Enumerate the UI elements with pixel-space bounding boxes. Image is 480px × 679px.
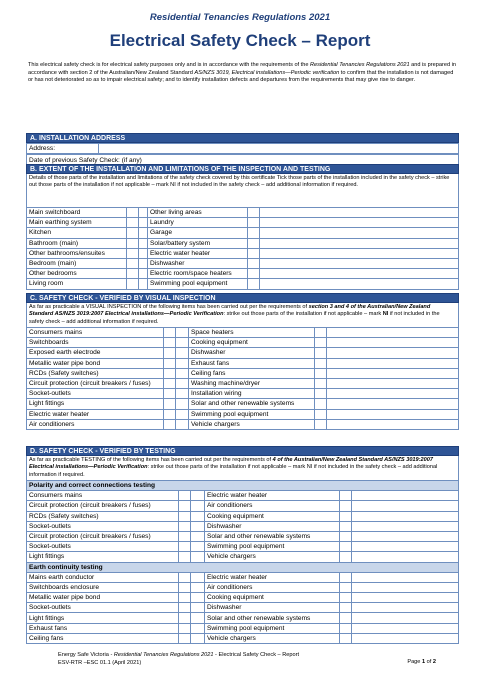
- item-label: Circuit protection (circuit breakers / fuses): [27, 501, 179, 511]
- item-label: Light fittings: [27, 399, 164, 409]
- remarks-cell[interactable]: [191, 633, 205, 643]
- page-number: Page 1 of 2: [407, 659, 436, 665]
- checkbox-cell[interactable]: [179, 511, 191, 521]
- checkbox-cell[interactable]: [315, 389, 327, 399]
- remarks-cell[interactable]: [260, 279, 459, 289]
- checkbox-cell[interactable]: [315, 378, 327, 388]
- remarks-cell[interactable]: [176, 419, 189, 429]
- checkbox-cell[interactable]: [340, 623, 352, 633]
- item-label: Swimming pool equipment: [148, 279, 248, 289]
- item-label: Socket-outlets: [27, 389, 164, 399]
- checkbox-cell[interactable]: [248, 279, 260, 289]
- remarks-cell[interactable]: [176, 348, 189, 358]
- check-row: [27, 269, 459, 279]
- address-label: Address:: [27, 144, 99, 154]
- item-label: Consumers mains: [27, 491, 179, 501]
- item-label: Other bathrooms/ensuites: [27, 248, 127, 258]
- section-d-table: [26, 480, 459, 644]
- checkbox-cell[interactable]: [340, 521, 352, 531]
- checkbox-cell[interactable]: [164, 419, 176, 429]
- checkbox-cell[interactable]: [179, 501, 191, 511]
- check-row: [27, 409, 459, 419]
- subsection-row: [27, 562, 459, 572]
- checkbox-cell[interactable]: [179, 613, 191, 623]
- item-label: Bathroom (main): [27, 238, 127, 248]
- item-label: Kitchen: [27, 228, 127, 238]
- remarks-cell[interactable]: [352, 521, 459, 531]
- check-row: [27, 378, 459, 388]
- remarks-cell[interactable]: [260, 208, 459, 218]
- check-row: [27, 348, 459, 358]
- item-label: Dishwasher: [148, 258, 248, 268]
- previous-check-field[interactable]: Date of previous Safety Check: (if any): [27, 155, 459, 167]
- subsection-heading: Earth continuity testing: [27, 562, 459, 572]
- checkbox-cell[interactable]: [179, 572, 191, 582]
- checkbox-cell[interactable]: [315, 358, 327, 368]
- item-label: RCDs (Safety switches): [27, 511, 179, 521]
- remarks-cell[interactable]: [176, 389, 189, 399]
- checkbox-cell[interactable]: [127, 218, 139, 228]
- item-label: Exhaust fans: [27, 623, 179, 633]
- subsection-heading: Polarity and correct connections testing: [27, 481, 459, 491]
- item-label: Laundry: [148, 218, 248, 228]
- checkbox-cell[interactable]: [164, 338, 176, 348]
- item-label: Swimming pool equipment: [205, 542, 340, 552]
- section-a-heading: A. INSTALLATION ADDRESS: [26, 133, 459, 143]
- check-row: [27, 258, 459, 268]
- check-row: [27, 238, 459, 248]
- section-b: [26, 164, 459, 290]
- remarks-cell[interactable]: [191, 603, 205, 613]
- item-label: Electric room/space heaters: [148, 269, 248, 279]
- intro-paragraph: This electrical safety check is for electrical safety purposes only and is in accordance with the requirements of the Residential Tenancies Regulations 2021 and is prepared in accordance with section 2 of the Australian/New Zealand Standard AS/NZS 3019, Electrical installations—Periodic verification to confirm that the installation is not damaged or has not deteriorated so as to impair electrical safety; and to identify installation defects and departures from the requirements that may give rise to danger.: [28, 62, 456, 84]
- remarks-cell[interactable]: [352, 511, 459, 521]
- remarks-cell[interactable]: [176, 378, 189, 388]
- page-title: Electrical Safety Check – Report: [109, 31, 371, 50]
- item-label: Dishwasher: [205, 521, 340, 531]
- item-label: Metallic water pipe bond: [27, 593, 179, 603]
- item-label: Air conditioners: [205, 501, 340, 511]
- check-row: [27, 399, 459, 409]
- checkbox-cell[interactable]: [248, 248, 260, 258]
- item-label: Other bedrooms: [27, 269, 127, 279]
- remarks-cell[interactable]: [139, 228, 148, 238]
- checkbox-cell[interactable]: [340, 572, 352, 582]
- check-row: [27, 501, 459, 511]
- checkbox-cell[interactable]: [340, 603, 352, 613]
- item-label: Light fittings: [27, 613, 179, 623]
- section-b-heading: B. EXTENT OF THE INSTALLATION AND LIMITATIONS OF THE INSPECTION AND TESTING: [26, 164, 459, 174]
- item-label: Electric water heater: [148, 248, 248, 258]
- item-label: Circuit protection (circuit breakers / fuses): [27, 531, 179, 541]
- check-row: [27, 491, 459, 501]
- checkbox-cell[interactable]: [179, 531, 191, 541]
- remarks-cell[interactable]: [352, 603, 459, 613]
- remarks-cell[interactable]: [352, 623, 459, 633]
- remarks-cell[interactable]: [327, 419, 459, 429]
- remarks-cell[interactable]: [191, 491, 205, 501]
- remarks-cell[interactable]: [352, 593, 459, 603]
- section-c: [26, 293, 459, 430]
- remarks-cell[interactable]: [176, 399, 189, 409]
- checkbox-cell[interactable]: [340, 501, 352, 511]
- section-c-description: As far as practicable a VISUAL INSPECTION of the following items has been carried out per the requirements of section 3 and 4 of the Australian/New Zealand Standard AS/NZS 3019:2007 Electrical installations—Periodic Verification: strike out those parts of the installation if not applicable – mark NI if not included in the safety check – add additional information if required.: [26, 303, 459, 327]
- remarks-cell[interactable]: [260, 218, 459, 228]
- remarks-cell[interactable]: [139, 279, 148, 289]
- check-row: [27, 531, 459, 541]
- item-label: Garage: [148, 228, 248, 238]
- item-label: Dishwasher: [205, 603, 340, 613]
- remarks-cell[interactable]: [352, 582, 459, 592]
- remarks-cell[interactable]: [176, 409, 189, 419]
- checkbox-cell[interactable]: [340, 511, 352, 521]
- item-label: Washing machine/dryer: [189, 378, 315, 388]
- checkbox-cell[interactable]: [340, 531, 352, 541]
- section-b-table: [26, 207, 459, 290]
- subsection-row: [27, 481, 459, 491]
- checkbox-cell[interactable]: [340, 542, 352, 552]
- remarks-cell[interactable]: [191, 582, 205, 592]
- checkbox-cell[interactable]: [179, 542, 191, 552]
- item-label: Light fittings: [27, 552, 179, 562]
- checkbox-cell[interactable]: [248, 228, 260, 238]
- checkbox-cell[interactable]: [164, 358, 176, 368]
- checkbox-cell[interactable]: [340, 552, 352, 562]
- footer-form-code: ESV-RTR –ESC 01.1 (April 2021): [58, 659, 142, 666]
- check-row: [27, 228, 459, 238]
- checkbox-cell[interactable]: [127, 228, 139, 238]
- remarks-cell[interactable]: [139, 258, 148, 268]
- remarks-cell[interactable]: [139, 208, 148, 218]
- item-label: Exposed earth electrode: [27, 348, 164, 358]
- remarks-cell[interactable]: [176, 368, 189, 378]
- item-label: Solar and other renewable systems: [205, 613, 340, 623]
- checkbox-cell[interactable]: [127, 238, 139, 248]
- item-label: Installation wiring: [189, 389, 315, 399]
- checkbox-cell[interactable]: [164, 378, 176, 388]
- item-label: Switchboards: [27, 338, 164, 348]
- item-label: Air conditioners: [205, 582, 340, 592]
- item-label: Space heaters: [189, 328, 315, 338]
- item-label: Socket-outlets: [27, 542, 179, 552]
- checkbox-cell[interactable]: [179, 552, 191, 562]
- item-label: Other living areas: [148, 208, 248, 218]
- item-label: Metallic water pipe bond: [27, 358, 164, 368]
- remarks-cell[interactable]: [327, 378, 459, 388]
- remarks-cell[interactable]: [352, 552, 459, 562]
- item-label: Cooking equipment: [205, 593, 340, 603]
- check-row: [27, 358, 459, 368]
- checkbox-cell[interactable]: [127, 258, 139, 268]
- remarks-cell[interactable]: [352, 613, 459, 623]
- check-row: [27, 328, 459, 338]
- item-label: Consumers mains: [27, 328, 164, 338]
- checkbox-cell[interactable]: [340, 633, 352, 643]
- remarks-cell[interactable]: [191, 511, 205, 521]
- remarks-cell[interactable]: [191, 501, 205, 511]
- remarks-cell[interactable]: [191, 552, 205, 562]
- remarks-cell[interactable]: [191, 623, 205, 633]
- check-row: [27, 542, 459, 552]
- remarks-cell[interactable]: [352, 542, 459, 552]
- remarks-cell[interactable]: [176, 358, 189, 368]
- section-d-heading: D. SAFETY CHECK - VERIFIED BY TESTING: [26, 446, 459, 456]
- checkbox-cell[interactable]: [315, 368, 327, 378]
- check-row: [27, 613, 459, 623]
- item-label: Living room: [27, 279, 127, 289]
- check-row: [27, 593, 459, 603]
- checkbox-cell[interactable]: [164, 328, 176, 338]
- remarks-cell[interactable]: [352, 501, 459, 511]
- checkbox-cell[interactable]: [315, 409, 327, 419]
- checkbox-cell[interactable]: [340, 582, 352, 592]
- check-row: [27, 633, 459, 643]
- remarks-cell[interactable]: [176, 338, 189, 348]
- checkbox-cell[interactable]: [127, 279, 139, 289]
- remarks-cell[interactable]: [139, 218, 148, 228]
- checkbox-cell[interactable]: [164, 368, 176, 378]
- item-label: Vehicle chargers: [205, 633, 340, 643]
- section-d: [26, 446, 459, 644]
- regulation-header: Residential Tenancies Regulations 2021: [149, 12, 331, 23]
- item-label: Socket-outlets: [27, 521, 179, 531]
- remarks-cell[interactable]: [139, 248, 148, 258]
- remarks-cell[interactable]: [139, 238, 148, 248]
- check-row: [27, 338, 459, 348]
- checkbox-cell[interactable]: [164, 348, 176, 358]
- checkbox-cell[interactable]: [315, 399, 327, 409]
- item-label: Mains earth conductor: [27, 572, 179, 582]
- item-label: Switchboards enclosure: [27, 582, 179, 592]
- checkbox-cell[interactable]: [179, 603, 191, 613]
- checkbox-cell[interactable]: [248, 269, 260, 279]
- checkbox-cell[interactable]: [340, 613, 352, 623]
- remarks-cell[interactable]: [191, 542, 205, 552]
- check-row: [27, 511, 459, 521]
- section-d-description: As far as practicable TESTING of the following items has been carried out per the requirements of 4 of the Australian/New Zealand Standard AS/NZS 3019:2007 Electrical installations—Periodic Verification: strike out those parts of the installation if not applicable – mark NI if not included in the safety check – add additional information if required.: [26, 456, 459, 480]
- remarks-cell[interactable]: [327, 368, 459, 378]
- checkbox-cell[interactable]: [127, 269, 139, 279]
- item-label: Cooking equipment: [205, 511, 340, 521]
- item-label: Circuit protection (circuit breakers / fuses): [27, 378, 164, 388]
- remarks-cell[interactable]: [260, 258, 459, 268]
- check-row: [27, 368, 459, 378]
- checkbox-cell[interactable]: [179, 521, 191, 531]
- check-row: [27, 603, 459, 613]
- checkbox-cell[interactable]: [315, 338, 327, 348]
- remarks-cell[interactable]: [327, 328, 459, 338]
- check-row: [27, 419, 459, 429]
- checkbox-cell[interactable]: [127, 208, 139, 218]
- checkbox-cell[interactable]: [179, 593, 191, 603]
- item-label: Vehicle chargers: [189, 419, 315, 429]
- remarks-cell[interactable]: [191, 593, 205, 603]
- item-label: Cooking equipment: [189, 338, 315, 348]
- item-label: Ceiling fans: [189, 368, 315, 378]
- section-b-description: Details of those parts of the installation and limitations of the safety check covered by this certificate Tick those parts of the installation included in the safety check – strike out those parts of the installation if not applicable – mark NI if not included in the safety check – add additional information if required.: [26, 174, 459, 207]
- check-row: [27, 572, 459, 582]
- remarks-cell[interactable]: [260, 238, 459, 248]
- checkbox-cell[interactable]: [179, 623, 191, 633]
- item-label: Swimming pool equipment: [205, 623, 340, 633]
- remarks-cell[interactable]: [191, 521, 205, 531]
- remarks-cell[interactable]: [352, 531, 459, 541]
- check-row: [27, 279, 459, 289]
- check-row: [27, 623, 459, 633]
- check-row: [27, 218, 459, 228]
- item-label: RCDs (Safety switches): [27, 368, 164, 378]
- footer: [58, 652, 299, 667]
- section-c-table: [26, 327, 459, 430]
- item-label: Dishwasher: [189, 348, 315, 358]
- remarks-cell[interactable]: [327, 338, 459, 348]
- check-row: [27, 389, 459, 399]
- checkbox-cell[interactable]: [179, 633, 191, 643]
- remarks-cell[interactable]: [191, 613, 205, 623]
- checkbox-cell[interactable]: [315, 419, 327, 429]
- item-label: Solar/battery system: [148, 238, 248, 248]
- address-field[interactable]: [99, 144, 459, 154]
- checkbox-cell[interactable]: [179, 491, 191, 501]
- item-label: Vehicle chargers: [205, 552, 340, 562]
- checkbox-cell[interactable]: [340, 491, 352, 501]
- checkbox-cell[interactable]: [164, 399, 176, 409]
- section-c-heading: C. SAFETY CHECK - VERIFIED BY VISUAL INSPECTION: [26, 293, 459, 303]
- checkbox-cell[interactable]: [315, 348, 327, 358]
- checkbox-cell[interactable]: [248, 238, 260, 248]
- item-label: Exhaust fans: [189, 358, 315, 368]
- remarks-cell[interactable]: [260, 228, 459, 238]
- remarks-cell[interactable]: [191, 572, 205, 582]
- checkbox-cell[interactable]: [248, 208, 260, 218]
- item-label: Bedroom (main): [27, 258, 127, 268]
- remarks-cell[interactable]: [327, 389, 459, 399]
- address-table: [26, 143, 459, 154]
- remarks-cell[interactable]: [327, 348, 459, 358]
- remarks-cell[interactable]: [176, 328, 189, 338]
- item-label: Electric water heater: [27, 409, 164, 419]
- item-label: Solar and other renewable systems: [189, 399, 315, 409]
- item-label: Main switchboard: [27, 208, 127, 218]
- remarks-cell[interactable]: [191, 531, 205, 541]
- checkbox-cell[interactable]: [127, 248, 139, 258]
- remarks-cell[interactable]: [327, 358, 459, 368]
- remarks-cell[interactable]: [260, 248, 459, 258]
- item-label: Air conditioners: [27, 419, 164, 429]
- remarks-cell[interactable]: [352, 572, 459, 582]
- footer-title: Energy Safe Victoria - Residential Tenancies Regulations 2021 - Electrical Safety Check – Report: [58, 652, 299, 658]
- remarks-cell[interactable]: [260, 269, 459, 279]
- item-label: Ceiling fans: [27, 633, 179, 643]
- check-row: [27, 552, 459, 562]
- check-row: [27, 248, 459, 258]
- checkbox-cell[interactable]: [179, 582, 191, 592]
- item-label: Socket-outlets: [27, 603, 179, 613]
- remarks-cell[interactable]: [139, 269, 148, 279]
- item-label: Swimming pool equipment: [189, 409, 315, 419]
- item-label: Solar and other renewable systems: [205, 531, 340, 541]
- checkbox-cell[interactable]: [248, 258, 260, 268]
- remarks-cell[interactable]: [327, 399, 459, 409]
- checkbox-cell[interactable]: [315, 328, 327, 338]
- check-row: [27, 582, 459, 592]
- item-label: Main earthing system: [27, 218, 127, 228]
- remarks-cell[interactable]: [352, 491, 459, 501]
- item-label: Electric water heater: [205, 572, 340, 582]
- check-row: [27, 521, 459, 531]
- item-label: Electric water heater: [205, 491, 340, 501]
- check-row: [27, 208, 459, 218]
- section-a: [26, 133, 459, 167]
- checkbox-cell[interactable]: [248, 218, 260, 228]
- checkbox-cell[interactable]: [340, 593, 352, 603]
- checkbox-cell[interactable]: [164, 409, 176, 419]
- checkbox-cell[interactable]: [164, 389, 176, 399]
- remarks-cell[interactable]: [352, 633, 459, 643]
- remarks-cell[interactable]: [327, 409, 459, 419]
